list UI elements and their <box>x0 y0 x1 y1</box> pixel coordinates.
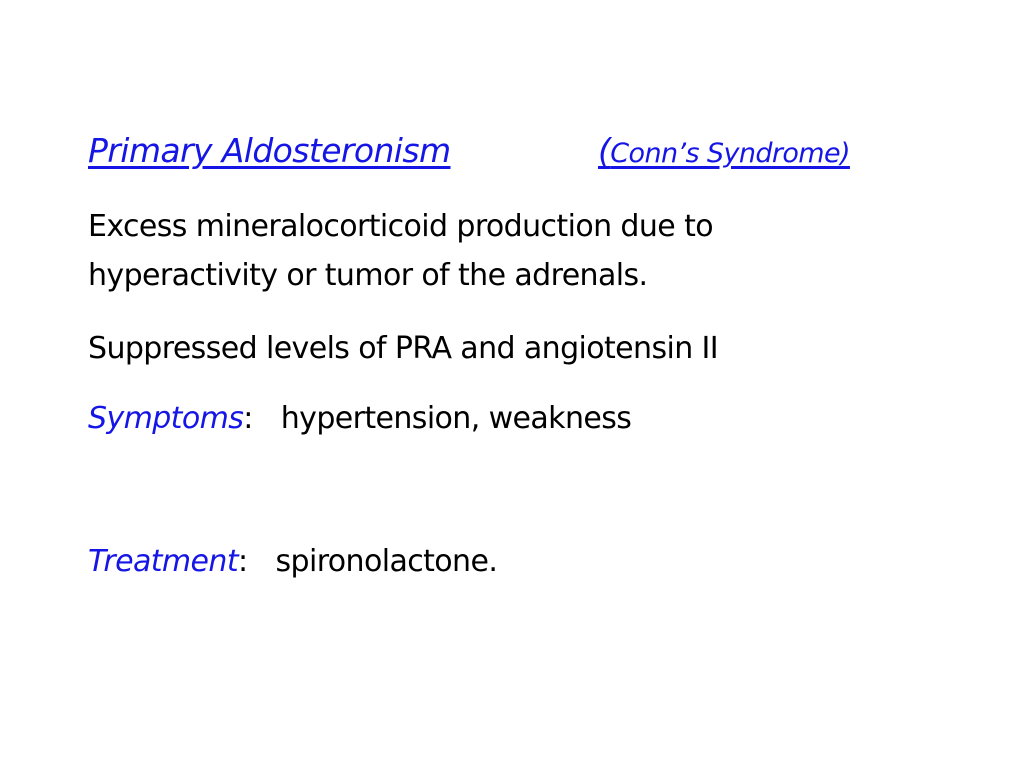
slide-title <box>88 131 850 170</box>
symptoms-label: Symptoms <box>88 401 244 436</box>
excess-paragraph-line-2: hyperactivity or tumor of the adrenals. <box>88 258 648 293</box>
treatment-value: spironolactone. <box>275 544 498 579</box>
excess-paragraph-line-1: Excess mineralocorticoid production due to <box>88 209 714 244</box>
treatment-row <box>88 544 498 579</box>
treatment-label: Treatment <box>88 544 238 579</box>
title-paren-open: ( <box>598 131 611 170</box>
title-paren-text: Conn’s Syndrome) <box>610 138 850 169</box>
suppressed-levels-paragraph: Suppressed levels of PRA and angiotensin II <box>88 331 719 366</box>
title-conns-syndrome <box>598 131 850 170</box>
symptoms-row <box>88 401 632 436</box>
symptoms-colon: : <box>243 401 253 436</box>
treatment-colon: : <box>238 544 248 579</box>
symptoms-value: hypertension, weakness <box>280 401 632 436</box>
title-primary-aldosteronism: Primary Aldosteronism <box>88 131 451 170</box>
